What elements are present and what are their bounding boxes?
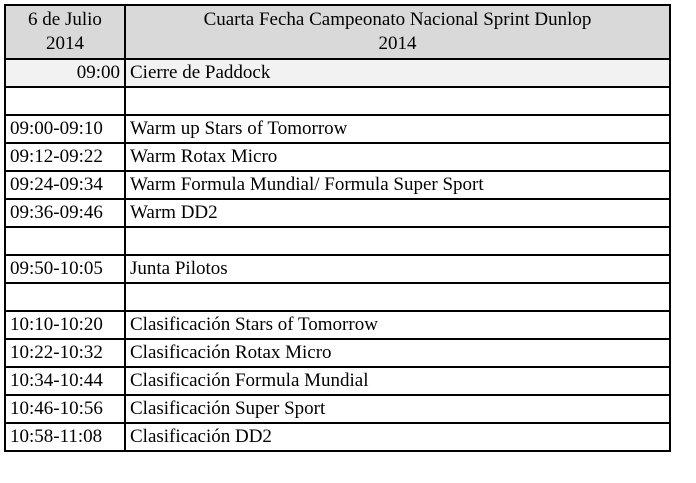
title-line1: Cuarta Fecha Campeonato Nacional Sprint Dunlop	[203, 9, 592, 30]
table-row	[5, 339, 670, 367]
table-row	[5, 283, 670, 311]
table-row	[5, 395, 670, 423]
time-cell: 10:46-10:56	[5, 395, 125, 423]
time-cell	[5, 87, 125, 115]
table-row	[5, 423, 670, 451]
date-line1: 6 de Julio	[28, 9, 102, 30]
schedule-table	[4, 4, 671, 452]
time-cell: 09:50-10:05	[5, 255, 125, 283]
event-cell: Junta Pilotos	[125, 255, 670, 283]
table-row	[5, 255, 670, 283]
table-row	[5, 59, 670, 87]
event-cell: Clasificación Super Sport	[125, 395, 670, 423]
time-cell	[5, 227, 125, 255]
table-row	[5, 171, 670, 199]
time-cell: 09:24-09:34	[5, 171, 125, 199]
event-cell: Warm up Stars of Tomorrow	[125, 115, 670, 143]
event-cell: Clasificación DD2	[125, 423, 670, 451]
table-row	[5, 227, 670, 255]
time-cell: 10:58-11:08	[5, 423, 125, 451]
event-cell: Warm Formula Mundial/ Formula Super Sport	[125, 171, 670, 199]
time-cell: 10:22-10:32	[5, 339, 125, 367]
date-line2: 2014	[46, 33, 84, 54]
title-line2: 2014	[378, 33, 417, 54]
date-header-cell	[5, 5, 125, 59]
table-row	[5, 311, 670, 339]
event-cell: Warm Rotax Micro	[125, 143, 670, 171]
table-row	[5, 115, 670, 143]
time-cell: 09:00	[5, 59, 125, 87]
table-row	[5, 87, 670, 115]
time-cell: 09:00-09:10	[5, 115, 125, 143]
event-cell: Clasificación Stars of Tomorrow	[125, 311, 670, 339]
time-cell: 10:10-10:20	[5, 311, 125, 339]
event-cell: Clasificación Rotax Micro	[125, 339, 670, 367]
table-row	[5, 199, 670, 227]
time-cell: 09:12-09:22	[5, 143, 125, 171]
title-header-cell	[125, 5, 670, 59]
event-cell: Warm DD2	[125, 199, 670, 227]
time-cell: 10:34-10:44	[5, 367, 125, 395]
header-row	[5, 5, 670, 59]
event-cell	[125, 227, 670, 255]
event-cell: Clasificación Formula Mundial	[125, 367, 670, 395]
event-cell	[125, 87, 670, 115]
time-cell: 09:36-09:46	[5, 199, 125, 227]
table-row	[5, 367, 670, 395]
event-cell	[125, 283, 670, 311]
table-row	[5, 143, 670, 171]
event-cell: Cierre de Paddock	[125, 59, 670, 87]
time-cell	[5, 283, 125, 311]
